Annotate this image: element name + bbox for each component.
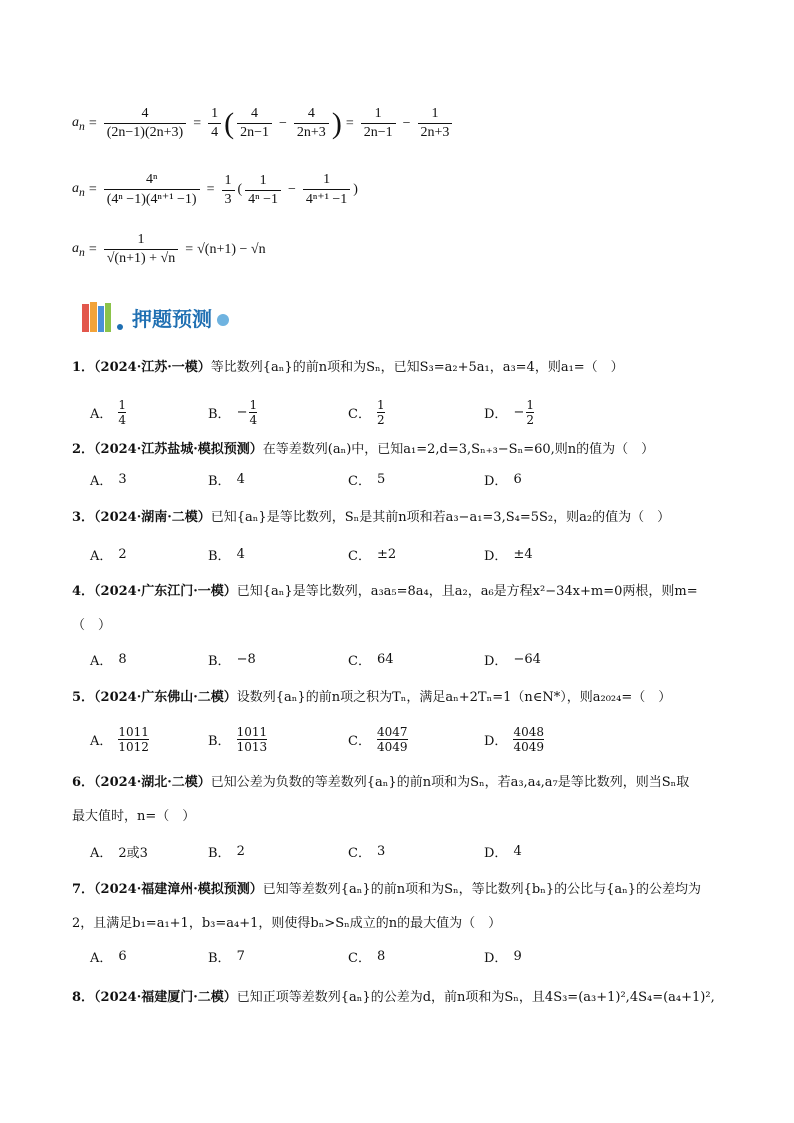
answer-option[interactable]	[484, 545, 533, 564]
option-label: C．	[348, 549, 371, 564]
answer-option[interactable]	[90, 545, 127, 564]
question-source: （2024·福建厦门·二模）	[94, 990, 237, 1005]
option-label: B．	[208, 846, 231, 861]
fraction: $\frac{1}{2n-1}$	[361, 106, 396, 141]
question-item	[72, 688, 732, 708]
option-value: 64	[376, 652, 394, 667]
question-source: （2024·广东江门·一模）	[94, 584, 237, 599]
question-text-continued: 最大值时，n=（ ）	[72, 809, 196, 824]
question-item	[72, 988, 732, 1008]
fraction: $\frac{1}{4}$	[208, 106, 221, 141]
option-value: 3	[118, 472, 127, 487]
option-label: D．	[484, 951, 508, 966]
question-text: 等比数列{aₙ}的前n项和为Sₙ，已知S₃=a₂+5a₁，a₃=4，则a₁=（ ）	[210, 360, 624, 375]
formula-rhs: √(n+1) − √n	[197, 241, 266, 257]
fraction: $\frac{4}{(2n-1)(2n+3)}$	[104, 106, 186, 141]
option-value: −8	[236, 652, 256, 667]
question-source: （2024·湖南·二模）	[94, 510, 211, 525]
question-text-continued: 2，且满足b₁=a₁+1，b₃=a₄+1，则使得bₙ>Sₙ成立的n的最大值为（ ）	[72, 916, 502, 931]
answer-option[interactable]	[208, 650, 256, 669]
question-text: 已知正项等差数列{aₙ}的公差为d，前n项和为Sₙ，且4S₃=(a₃+1)²,4S₄=(a₄+1)²,	[236, 990, 715, 1005]
option-value: 4047 4049	[376, 725, 408, 754]
option-value: 6	[513, 472, 522, 487]
answer-option[interactable]	[484, 650, 541, 669]
formula-2: $a_n$ = $\frac{\text{4ⁿ}}{\text{(4ⁿ −1)(4ⁿ⁺¹ −1)}}$ = $\frac{1}{3}$ ( $\frac{1}{\text{4ⁿ −1}}$ − $\frac{1}{\text{4ⁿ⁺¹ −1}}$ )	[72, 172, 358, 207]
option-label: C．	[348, 951, 371, 966]
option-label: A．	[90, 474, 113, 489]
option-value: 1011 1012	[118, 725, 149, 754]
answer-option[interactable]	[90, 842, 148, 861]
answer-option[interactable]	[348, 842, 385, 861]
books-icon	[80, 300, 128, 334]
fraction: $\frac{4}{2n-1}$	[237, 106, 272, 141]
answer-option[interactable]	[348, 545, 396, 564]
fraction: $\frac{1}{\text{4ⁿ −1}}$	[245, 173, 281, 208]
option-label: C．	[348, 407, 371, 422]
fraction: $\frac{\text{4ⁿ}}{\text{(4ⁿ −1)(4ⁿ⁺¹ −1)}}$	[104, 172, 200, 208]
option-label: A．	[90, 734, 113, 749]
answer-option[interactable]	[348, 947, 385, 966]
fraction: $\frac{1}{\text{4ⁿ⁺¹ −1}}$	[303, 172, 350, 208]
option-label: A．	[90, 951, 113, 966]
answer-option[interactable]	[348, 398, 385, 427]
formula-lhs: $a_n$	[72, 240, 85, 259]
answer-option[interactable]	[208, 470, 245, 489]
question-item	[72, 508, 732, 528]
option-value: −64	[513, 652, 541, 667]
option-label: C．	[348, 734, 371, 749]
option-label: C．	[348, 654, 371, 669]
section-header	[80, 300, 230, 334]
option-label: D．	[484, 474, 508, 489]
formula-lhs: $a_n$	[72, 181, 85, 199]
section-title: 押题预测	[132, 306, 212, 331]
option-label: B．	[208, 734, 231, 749]
option-value: 2	[236, 844, 245, 859]
dot-icon	[216, 313, 230, 327]
option-value: 8	[376, 949, 386, 964]
option-value: 1011 1013	[236, 725, 268, 754]
question-item	[72, 440, 732, 460]
question-text: 在等差数列(aₙ)中，已知a₁=2,d=3,Sₙ₊₃−Sₙ=60,则n的值为（ ）	[262, 442, 655, 457]
question-text: 已知{aₙ}是等比数列，a₃a₅=8a₄，且a₂，a₆是方程x²−34x+m=0两根，则m=	[236, 584, 698, 599]
option-label: D．	[484, 407, 508, 422]
question-text-continued: （ ）	[72, 618, 112, 633]
question-text: 已知等差数列{aₙ}的前n项和为Sₙ，等比数列{bₙ}的公比与{aₙ}的公差均为	[262, 882, 702, 897]
option-label: A．	[90, 549, 113, 564]
option-label: B．	[208, 549, 231, 564]
answer-option[interactable]	[90, 398, 126, 427]
answer-option[interactable]	[208, 725, 267, 754]
option-value: 1 4	[118, 398, 127, 427]
answer-option[interactable]	[348, 725, 408, 754]
option-label: D．	[484, 734, 508, 749]
answer-option[interactable]	[484, 470, 522, 489]
option-value: 7	[236, 949, 245, 964]
answer-option[interactable]	[484, 725, 544, 754]
option-value: 4	[513, 844, 522, 859]
option-label: C．	[348, 474, 371, 489]
question-number: 2．	[72, 442, 95, 457]
answer-option[interactable]	[484, 398, 534, 427]
fraction: $\frac{1}{2n+3}$	[418, 106, 453, 141]
question-number: 6．	[72, 775, 95, 790]
question-source: （2024·湖北·二模）	[94, 775, 211, 790]
formula-3: $a_n$ = $\frac{1}{√(n+1) + √n}$ = √(n+1) − √n	[72, 232, 266, 266]
question-number: 5．	[72, 690, 95, 705]
formula-1: $a_n$ = $\frac{4}{(2n-1)(2n+3)}$ = $\frac{1}{4}$ ( $\frac{4}{2n-1}$ − $\frac{4}{2n+3}$ ) = $\frac{1}{2n-1}$ − $\frac{1}{2n+3}$	[72, 106, 455, 141]
option-label: B．	[208, 654, 231, 669]
option-value: 1 2	[376, 398, 385, 427]
question-number: 4．	[72, 584, 95, 599]
answer-option[interactable]	[208, 947, 245, 966]
option-label: B．	[208, 951, 231, 966]
question-text: 已知{aₙ}是等比数列，Sₙ是其前n项和若a₃−a₁=3,S₄=5S₂，则a₂的值为（ ）	[210, 510, 671, 525]
fraction: $\frac{1}{3}$	[222, 173, 235, 208]
fraction: $\frac{4}{2n+3}$	[294, 106, 329, 141]
question-item	[72, 773, 732, 827]
answer-option[interactable]	[90, 470, 127, 489]
question-text: 已知公差为负数的等差数列{aₙ}的前n项和为Sₙ，若a₃,a₄,a₇是等比数列，则当Sₙ取	[210, 775, 690, 790]
answer-option[interactable]	[484, 947, 522, 966]
option-value: 3	[376, 844, 386, 859]
answer-option[interactable]	[90, 650, 127, 669]
option-value: 4	[236, 472, 245, 487]
answer-option[interactable]	[90, 947, 127, 966]
option-label: B．	[208, 407, 231, 422]
option-value: ±2	[376, 547, 397, 562]
answer-option[interactable]	[484, 842, 522, 861]
option-value: 4	[236, 547, 245, 562]
question-item	[72, 880, 732, 934]
question-text: 设数列{aₙ}的前n项之积为Tₙ，满足aₙ+2Tₙ=1（n∈N*），则a₂₀₂₄=（ ）	[236, 690, 672, 705]
answer-option[interactable]	[208, 545, 245, 564]
question-number: 7．	[72, 882, 95, 897]
answer-option[interactable]	[208, 842, 245, 861]
option-value: ±4	[513, 547, 533, 562]
answer-option[interactable]	[90, 725, 149, 754]
option-label: D．	[484, 549, 508, 564]
answer-option[interactable]	[348, 470, 385, 489]
option-value: 6	[118, 949, 127, 964]
option-value: 4048 4049	[513, 725, 544, 754]
option-value: 2	[118, 547, 127, 562]
option-value: − $\frac{1}{4}$	[236, 398, 258, 427]
question-number: 8．	[72, 990, 95, 1005]
option-label: C．	[348, 846, 371, 861]
option-label: D．	[484, 654, 508, 669]
option-value: 9	[513, 949, 522, 964]
question-source: （2024·江苏·一模）	[94, 360, 211, 375]
option-label: A．	[90, 846, 113, 861]
option-value: 5	[376, 472, 386, 487]
answer-option[interactable]	[208, 398, 257, 427]
question-item	[72, 358, 732, 378]
question-source: （2024·广东佛山·二模）	[94, 690, 237, 705]
question-item	[72, 582, 732, 636]
question-source: （2024·福建漳州·模拟预测）	[94, 882, 263, 897]
option-value: − $\frac{1}{2}$	[513, 398, 534, 427]
question-source: （2024·江苏盐城·模拟预测）	[94, 442, 263, 457]
fraction: $\frac{1}{√(n+1) + √n}$	[104, 232, 178, 267]
option-value: 2或3	[118, 846, 148, 861]
option-label: B．	[208, 474, 231, 489]
option-value: 8	[118, 652, 127, 667]
option-label: A．	[90, 407, 113, 422]
question-number: 3．	[72, 510, 95, 525]
option-label: A．	[90, 654, 113, 669]
answer-option[interactable]	[348, 650, 394, 669]
question-number: 1．	[72, 360, 95, 375]
option-label: D．	[484, 846, 508, 861]
formula-lhs: $a_n$	[72, 114, 85, 133]
